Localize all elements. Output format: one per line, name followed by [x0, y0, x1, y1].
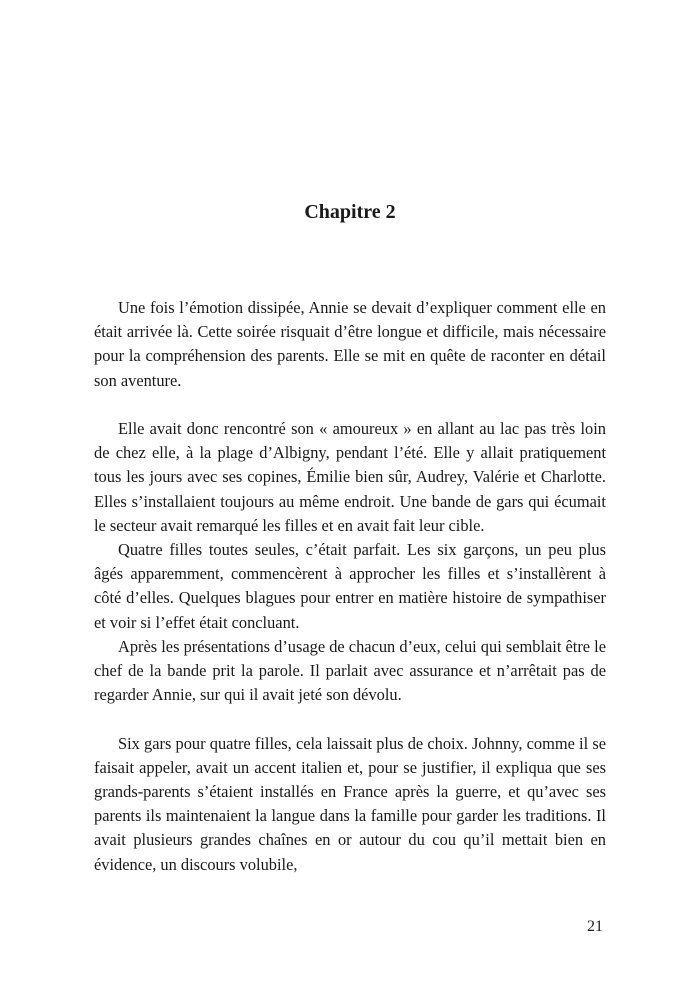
paragraph: Après les présentations d’usage de chacun d’eux, celui qui semblait être le chef de la bande prit la parole. Il parlait avec assurance et n’arrêtait pas de regarder Annie, sur qui il avait jeté son dévolu. — [94, 636, 606, 705]
page-number: 21 — [587, 918, 603, 935]
chapter-title: Chapitre 2 — [304, 201, 396, 223]
body-text — [94, 296, 606, 877]
paragraph: Une fois l’émotion dissipée, Annie se devait d’expliquer comment elle en était arrivée là. Cette soirée risquait d’être longue et difficile, mais nécessaire pour la compréhension des parents. Elle se mit en quête de raconter en détail son aventure. — [94, 298, 606, 390]
paragraph: Quatre filles toutes seules, c’était parfait. Les six garçons, un peu plus âgés apparemment, commencèrent à approcher les filles et s’installèrent à côté d’elles. Quelques blagues pour entrer en matière histoire de sympathiser et voir si l’effet était concluant. — [94, 540, 606, 632]
paragraph: Elle avait donc rencontré son « amoureux » en allant au lac pas très loin de chez elle, à la plage d’Albigny, pendant l’été. Elle y allait pratiquement tous les jours avec ses copines, Émilie bien sûr, Audrey, Valérie et Charlotte. Elles s’installaient toujours au même endroit. Une bande de gars qui écumait le secteur avait remarqué les filles et en avait fait leur cible. — [94, 419, 606, 535]
paragraph: Six gars pour quatre filles, cela laissait plus de choix. Johnny, comme il se faisait appeler, avait un accent italien et, pour se justifier, il expliqua que ses grands-parents s’étaient installés en France après la guerre, et qu’avec ses parents ils maintenaient la langue dans la famille pour garder les traditions. Il avait plusieurs grandes chaînes en or autour du cou qu’il mettait bien en évidence, un discours volubile, — [94, 733, 606, 874]
